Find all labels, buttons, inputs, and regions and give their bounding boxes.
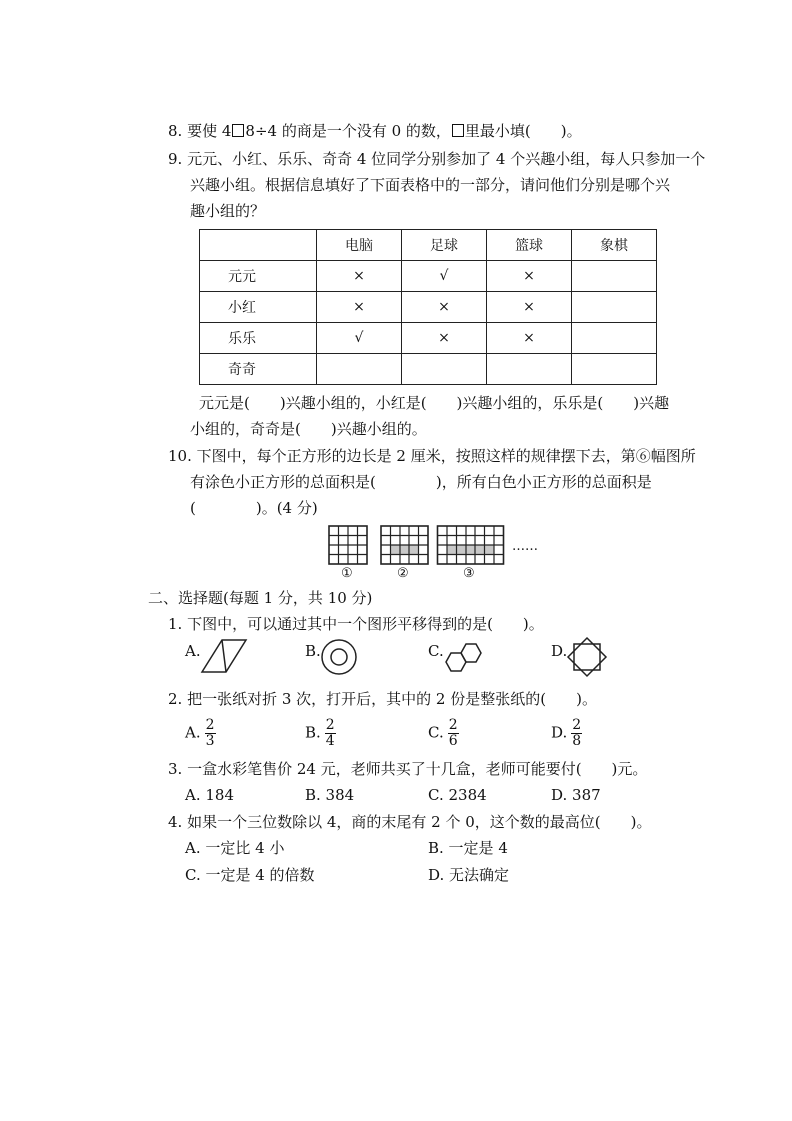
table-cell: [572, 354, 657, 385]
blank-box-icon: [452, 124, 464, 137]
table-row-name: 奇奇: [200, 354, 317, 385]
table-header-cell: 篮球: [487, 230, 572, 261]
table-cell: √: [402, 261, 487, 292]
option-label: C.: [428, 723, 444, 742]
fraction-numerator: 2: [572, 717, 582, 733]
table-header-cell: [200, 230, 317, 261]
table-cell: [572, 323, 657, 354]
table-row: [200, 261, 657, 292]
q10-line3: ( )。(4 分): [190, 499, 318, 517]
option-label: D.: [551, 723, 568, 742]
pattern-figure-2: [381, 526, 428, 564]
option-label: A.: [185, 723, 201, 742]
s2-q4-option-a: A. 一定比 4 小: [185, 839, 285, 857]
question-8: [168, 121, 582, 141]
s2-q2-option-c: [428, 718, 459, 749]
fraction: [205, 718, 216, 749]
q9-line2: 兴趣小组。根据信息填好了下面表格中的一部分，请问他们分别是哪个兴: [190, 176, 671, 194]
figure-label-1: ①: [341, 566, 353, 581]
fraction-numerator: 2: [325, 717, 335, 733]
table-cell: ×: [317, 261, 402, 292]
table-row: [200, 323, 657, 354]
q9-answer-line1: 元元是( )兴趣小组的，小红是( )兴趣小组的，乐乐是( )兴趣: [199, 394, 670, 412]
s2-q3-option-c: C. 2384: [428, 786, 487, 804]
s2-q1-option-d-label: D.: [551, 642, 568, 660]
fraction: [571, 718, 582, 749]
table-cell: [487, 354, 572, 385]
s2-q2-text: 2. 把一张纸对折 3 次，打开后，其中的 2 份是整张纸的( )。: [168, 690, 597, 708]
s2-q4-option-d: D. 无法确定: [428, 866, 510, 884]
q8-text-after: 8÷4 的商是一个没有 0 的数，: [245, 122, 451, 140]
s2-q3-text: 3. 一盒水彩笔售价 24 元，老师共买了十几盒，老师可能要付( )元。: [168, 760, 648, 778]
fraction: [325, 718, 336, 749]
square-pattern-figure: [320, 518, 540, 586]
table-row: [200, 354, 657, 385]
q9-line3: 趣小组的？: [190, 202, 266, 220]
s2-q2-option-a: [185, 718, 216, 749]
pattern-figure-1: [329, 526, 367, 564]
table-cell: [317, 354, 402, 385]
table-cell: ×: [487, 323, 572, 354]
table-cell: √: [317, 323, 402, 354]
two-hexagons-icon: [442, 640, 490, 678]
s2-q1-option-a-label: A.: [185, 642, 201, 660]
figure-label-2: ②: [397, 566, 409, 581]
table-header-cell: 象棋: [572, 230, 657, 261]
section-2-title: 二、选择题(每题 1 分，共 10 分): [148, 589, 373, 607]
s2-q4-option-c: C. 一定是 4 的倍数: [185, 866, 315, 884]
table-row-name: 小红: [200, 292, 317, 323]
table-cell: ×: [402, 323, 487, 354]
table-cell: [402, 354, 487, 385]
overlapping-squares-icon: [566, 636, 610, 680]
table-cell: ×: [487, 292, 572, 323]
figure-label-3: ③: [463, 566, 475, 581]
figure-ellipsis: ……: [512, 539, 538, 554]
interest-group-table: [199, 229, 657, 385]
table-header-cell: 电脑: [317, 230, 402, 261]
s2-q1-option-b-label: B.: [305, 642, 321, 660]
s2-q3-option-a: A. 184: [185, 786, 234, 804]
s2-q3-option-b: B. 384: [305, 786, 355, 804]
table-cell: [572, 292, 657, 323]
fraction-numerator: 2: [448, 717, 458, 733]
table-header-row: [200, 230, 657, 261]
q10-line1: 10. 下图中，每个正方形的边长是 2 厘米，按照这样的规律摆下去，第⑥幅图所: [168, 447, 696, 465]
fraction-denominator: 3: [205, 733, 215, 749]
s2-q4-option-b: B. 一定是 4: [428, 839, 508, 857]
table-cell: ×: [487, 261, 572, 292]
table-cell: [572, 261, 657, 292]
parallelogram-triangles-icon: [198, 636, 250, 676]
s2-q2-option-d: [551, 718, 582, 749]
table-cell: ×: [317, 292, 402, 323]
q8-text-before: 8. 要使 4: [168, 122, 232, 140]
fraction-numerator: 2: [205, 717, 215, 733]
pattern-figure-3: [438, 526, 504, 564]
q9-line1: 9. 元元、小红、乐乐、奇奇 4 位同学分别参加了 4 个兴趣小组，每人只参加一个: [168, 150, 706, 168]
table-row: [200, 292, 657, 323]
s2-q3-option-d: D. 387: [551, 786, 601, 804]
fraction-denominator: 4: [325, 733, 335, 749]
q10-line2: 有涂色小正方形的总面积是( )，所有白色小正方形的总面积是: [190, 473, 652, 491]
table-row-name: 元元: [200, 261, 317, 292]
s2-q1-option-c-label: C.: [428, 642, 444, 660]
q9-answer-line2: 小组的，奇奇是( )兴趣小组的。: [190, 420, 427, 438]
blank-box-icon: [232, 124, 244, 137]
table-header-cell: 足球: [402, 230, 487, 261]
fraction-denominator: 8: [572, 733, 582, 749]
table-cell: ×: [402, 292, 487, 323]
s2-q2-option-b: [305, 718, 336, 749]
concentric-circles-icon: [318, 637, 360, 677]
s2-q4-text: 4. 如果一个三位数除以 4，商的末尾有 2 个 0，这个数的最高位( )。: [168, 813, 652, 831]
table-row-name: 乐乐: [200, 323, 317, 354]
q8-text-end: 里最小填( )。: [464, 122, 582, 140]
s2-q1-text: 1. 下图中，可以通过其中一个图形平移得到的是( )。: [168, 615, 544, 633]
option-label: B.: [305, 723, 321, 742]
fraction-denominator: 6: [448, 733, 458, 749]
fraction: [448, 718, 459, 749]
